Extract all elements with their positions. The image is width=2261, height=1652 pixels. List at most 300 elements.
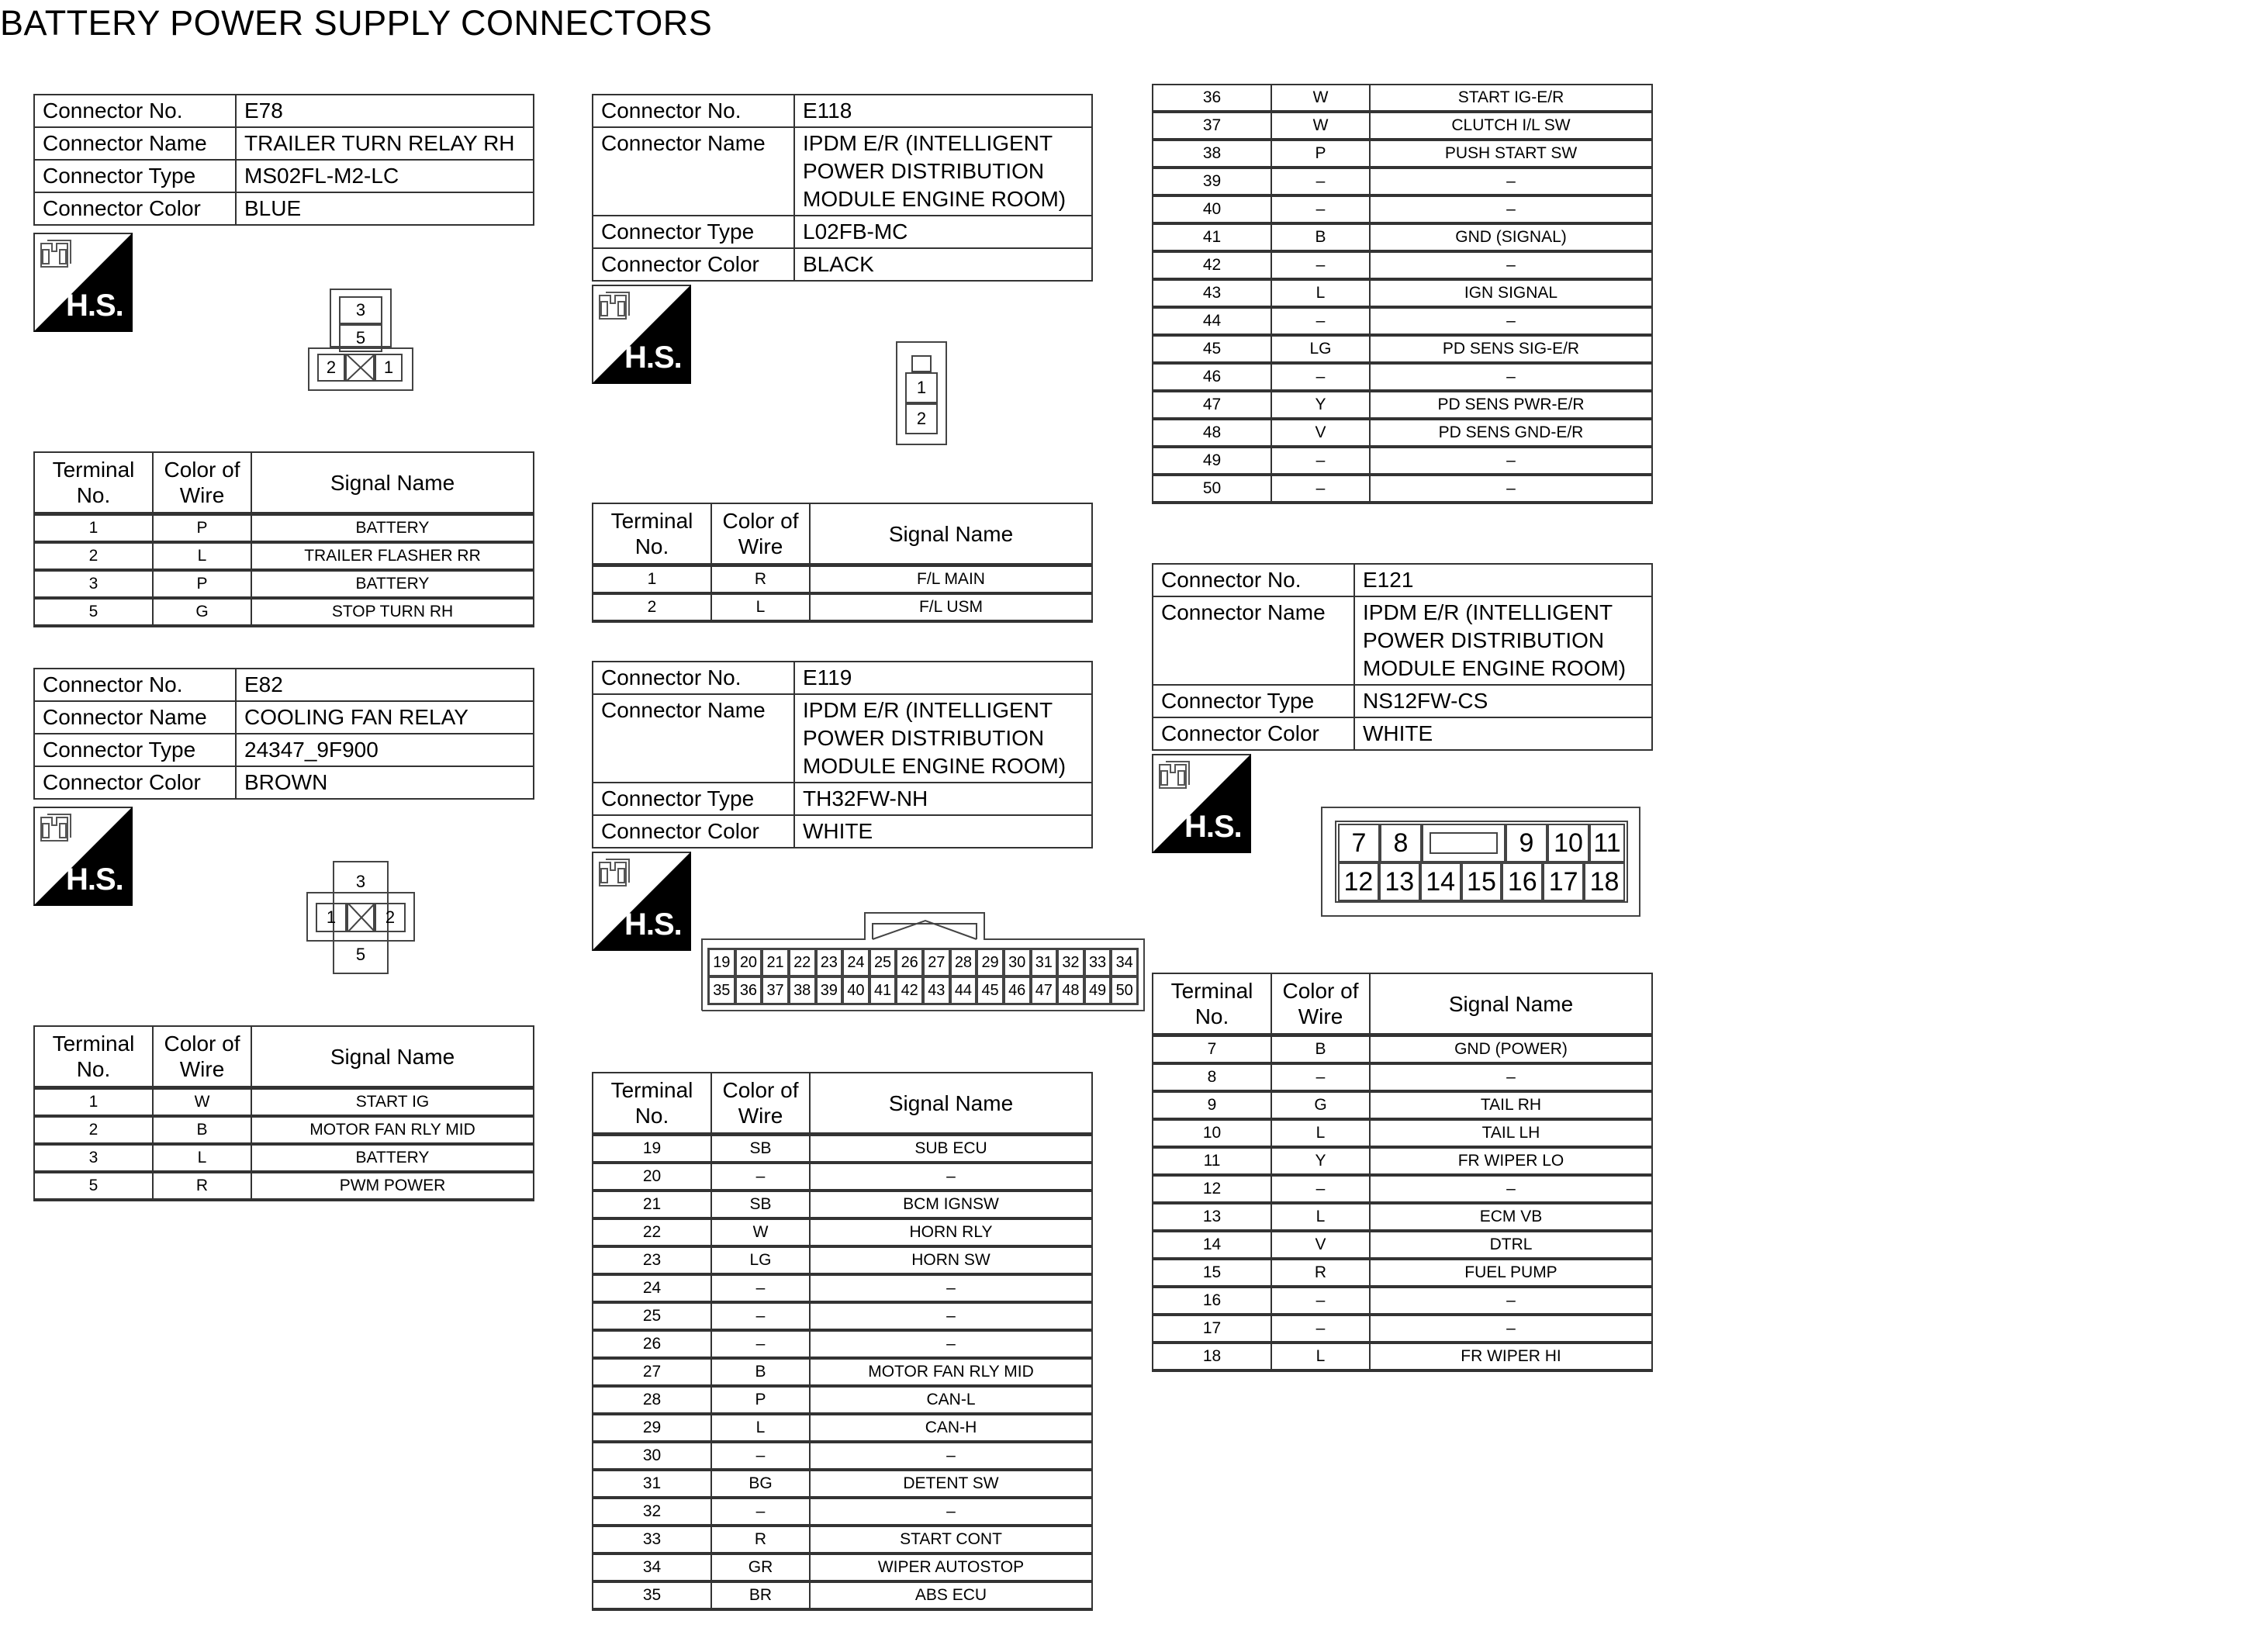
pin-cell: 8 bbox=[1380, 824, 1422, 862]
signal-name-cell: WIPER AUTOSTOP bbox=[810, 1554, 1092, 1581]
terminal-no-cell: 41 bbox=[1153, 223, 1271, 251]
wire-color-cell: – bbox=[1271, 475, 1370, 503]
wire-color-cell: B bbox=[1271, 223, 1370, 251]
hs-label: H.S. bbox=[1184, 810, 1242, 844]
label-connector-color: Connector Color bbox=[34, 192, 236, 225]
wire-color-cell: P bbox=[1271, 140, 1370, 168]
pin-cell: 40 bbox=[842, 976, 869, 1004]
connector-name-value: COOLING FAN RELAY bbox=[236, 701, 534, 734]
pin-diagram-e82 bbox=[306, 861, 415, 974]
terminal-table-e78 bbox=[33, 451, 534, 627]
table-row bbox=[1153, 391, 1652, 419]
terminal-no-cell: 38 bbox=[1153, 140, 1271, 168]
wire-color-cell: – bbox=[1271, 363, 1370, 391]
header-signal-name: Signal Name bbox=[1370, 973, 1652, 1035]
terminal-no-cell: 7 bbox=[1153, 1035, 1271, 1064]
pin-cell: 14 bbox=[1420, 862, 1461, 901]
terminal-no-cell: 39 bbox=[1153, 168, 1271, 195]
label-connector-color: Connector Color bbox=[593, 248, 794, 281]
terminal-no-cell: 23 bbox=[593, 1246, 711, 1274]
wire-color-cell: LG bbox=[1271, 335, 1370, 363]
table-row bbox=[593, 1274, 1092, 1302]
header-terminal-no: Terminal No. bbox=[34, 452, 153, 514]
pin-cell: 28 bbox=[950, 949, 977, 976]
wire-color-cell: – bbox=[1271, 1287, 1370, 1315]
pin-blank bbox=[347, 903, 375, 932]
pin-cell: 49 bbox=[1084, 976, 1111, 1004]
pin-cell: 19 bbox=[708, 949, 735, 976]
table-row bbox=[1153, 1231, 1652, 1259]
table-row bbox=[1153, 1315, 1652, 1343]
table-row bbox=[593, 1135, 1092, 1163]
table-row bbox=[1153, 112, 1652, 140]
pin-cell: 13 bbox=[1379, 862, 1420, 901]
signal-name-cell: – bbox=[810, 1302, 1092, 1330]
wire-color-cell: – bbox=[711, 1274, 810, 1302]
terminal-no-cell: 43 bbox=[1153, 279, 1271, 307]
terminal-no-cell: 1 bbox=[34, 1088, 153, 1117]
terminal-table-e119-continued bbox=[1152, 84, 1653, 504]
wire-color-cell: B bbox=[153, 1116, 251, 1144]
table-row bbox=[593, 1163, 1092, 1191]
signal-name-cell: ABS ECU bbox=[810, 1581, 1092, 1609]
pin-cell: 43 bbox=[923, 976, 950, 1004]
header-color-of-wire: Color of Wire bbox=[1271, 973, 1370, 1035]
terminal-no-cell: 12 bbox=[1153, 1175, 1271, 1203]
signal-name-cell: – bbox=[1370, 1063, 1652, 1091]
wire-color-cell: R bbox=[153, 1172, 251, 1200]
connector-color-value: BLUE bbox=[236, 192, 534, 225]
terminal-no-cell: 30 bbox=[593, 1442, 711, 1470]
terminal-no-cell: 3 bbox=[34, 1144, 153, 1172]
wire-color-cell: – bbox=[1271, 1063, 1370, 1091]
harness-side-badge bbox=[33, 807, 133, 906]
pin-cell: 20 bbox=[735, 949, 762, 976]
signal-name-cell: PUSH START SW bbox=[1370, 140, 1652, 168]
wire-color-cell: G bbox=[153, 598, 251, 626]
terminal-no-cell: 2 bbox=[34, 1116, 153, 1144]
wire-color-cell: – bbox=[711, 1330, 810, 1358]
signal-name-cell: TAIL LH bbox=[1370, 1119, 1652, 1147]
table-row bbox=[1153, 140, 1652, 168]
table-row bbox=[1153, 1147, 1652, 1175]
connector-no-value: E121 bbox=[1354, 564, 1652, 596]
header-terminal-no: Terminal No. bbox=[593, 503, 711, 565]
label-connector-name: Connector Name bbox=[593, 694, 794, 783]
wire-color-cell: R bbox=[1271, 1259, 1370, 1287]
signal-name-cell: MOTOR FAN RLY MID bbox=[251, 1116, 534, 1144]
label-connector-color: Connector Color bbox=[593, 815, 794, 848]
terminal-no-cell: 5 bbox=[34, 1172, 153, 1200]
wire-color-cell: – bbox=[711, 1498, 810, 1526]
table-row bbox=[593, 1526, 1092, 1554]
signal-name-cell: F/L USM bbox=[810, 593, 1092, 621]
wire-color-cell: BR bbox=[711, 1581, 810, 1609]
signal-name-cell: F/L MAIN bbox=[810, 565, 1092, 594]
terminal-no-cell: 46 bbox=[1153, 363, 1271, 391]
signal-name-cell: FUEL PUMP bbox=[1370, 1259, 1652, 1287]
pin-cell: 12 bbox=[1338, 862, 1379, 901]
pin-cell: 17 bbox=[1543, 862, 1584, 901]
table-row bbox=[1153, 307, 1652, 335]
table-row bbox=[1153, 223, 1652, 251]
table-row bbox=[34, 514, 534, 543]
table-row bbox=[593, 1498, 1092, 1526]
table-row bbox=[593, 1218, 1092, 1246]
terminal-no-cell: 45 bbox=[1153, 335, 1271, 363]
table-row bbox=[593, 1330, 1092, 1358]
signal-name-cell: ECM VB bbox=[1370, 1203, 1652, 1231]
pin-row-bottom bbox=[708, 976, 1138, 1004]
connector-name-value: IPDM E/R (INTELLIGENT POWER DISTRIBUTION MODULE ENGINE ROOM) bbox=[794, 694, 1092, 783]
terminal-no-cell: 28 bbox=[593, 1386, 711, 1414]
pin-cell: 29 bbox=[977, 949, 1004, 976]
table-row bbox=[1153, 168, 1652, 195]
pin-cell: 38 bbox=[789, 976, 816, 1004]
pin-cell: 35 bbox=[708, 976, 735, 1004]
table-row bbox=[1153, 475, 1652, 503]
terminal-no-cell: 13 bbox=[1153, 1203, 1271, 1231]
pin-cell: 2 bbox=[317, 354, 345, 382]
table-row bbox=[593, 1302, 1092, 1330]
signal-name-cell: START CONT bbox=[810, 1526, 1092, 1554]
signal-name-cell: TAIL RH bbox=[1370, 1091, 1652, 1119]
pin-cell: 9 bbox=[1506, 824, 1547, 862]
label-connector-no: Connector No. bbox=[1153, 564, 1354, 596]
signal-name-cell: – bbox=[810, 1274, 1092, 1302]
terminal-no-cell: 2 bbox=[34, 542, 153, 570]
connector-name-value: IPDM E/R (INTELLIGENT POWER DISTRIBUTION MODULE ENGINE ROOM) bbox=[1354, 596, 1652, 685]
label-connector-type: Connector Type bbox=[34, 160, 236, 192]
wire-color-cell: – bbox=[711, 1442, 810, 1470]
terminal-no-cell: 37 bbox=[1153, 112, 1271, 140]
pin-cell: 31 bbox=[1031, 949, 1058, 976]
terminal-no-cell: 10 bbox=[1153, 1119, 1271, 1147]
connector-name-value: TRAILER TURN RELAY RH bbox=[236, 127, 534, 160]
signal-name-cell: – bbox=[810, 1442, 1092, 1470]
pin-diagram-e78 bbox=[308, 289, 417, 397]
pin-cell: 47 bbox=[1031, 976, 1058, 1004]
terminal-no-cell: 48 bbox=[1153, 419, 1271, 447]
pin-cell: 32 bbox=[1057, 949, 1084, 976]
terminal-no-cell: 47 bbox=[1153, 391, 1271, 419]
signal-name-cell: FR WIPER HI bbox=[1370, 1343, 1652, 1370]
wire-color-cell: G bbox=[1271, 1091, 1370, 1119]
terminal-no-cell: 29 bbox=[593, 1414, 711, 1442]
table-row bbox=[1153, 1175, 1652, 1203]
terminal-no-cell: 21 bbox=[593, 1191, 711, 1218]
table-row bbox=[34, 1116, 534, 1144]
terminal-table-e118 bbox=[592, 503, 1093, 623]
table-row bbox=[593, 1358, 1092, 1386]
signal-name-cell: – bbox=[810, 1498, 1092, 1526]
wire-color-cell: – bbox=[711, 1163, 810, 1191]
terminal-table-e82 bbox=[33, 1025, 534, 1201]
signal-name-cell: START IG bbox=[251, 1088, 534, 1117]
pin-key-slot bbox=[1422, 824, 1506, 862]
signal-name-cell: GND (SIGNAL) bbox=[1370, 223, 1652, 251]
wire-color-cell: – bbox=[1271, 447, 1370, 475]
wire-color-cell: L bbox=[1271, 1119, 1370, 1147]
connector-info-e119 bbox=[592, 661, 1093, 848]
label-connector-name: Connector Name bbox=[34, 701, 236, 734]
pin-diagram-e119 bbox=[700, 911, 1146, 1012]
terminal-no-cell: 22 bbox=[593, 1218, 711, 1246]
pin-cell: 33 bbox=[1084, 949, 1111, 976]
wire-color-cell: L bbox=[1271, 1203, 1370, 1231]
terminal-no-cell: 1 bbox=[593, 565, 711, 594]
label-connector-name: Connector Name bbox=[34, 127, 236, 160]
signal-name-cell: PD SENS PWR-E/R bbox=[1370, 391, 1652, 419]
pin-cell: 1 bbox=[905, 372, 938, 403]
header-terminal-no: Terminal No. bbox=[34, 1026, 153, 1088]
wire-color-cell: SB bbox=[711, 1135, 810, 1163]
terminal-no-cell: 27 bbox=[593, 1358, 711, 1386]
signal-name-cell: SUB ECU bbox=[810, 1135, 1092, 1163]
harness-side-badge bbox=[33, 233, 133, 332]
signal-name-cell: CAN-L bbox=[810, 1386, 1092, 1414]
signal-name-cell: CLUTCH I/L SW bbox=[1370, 112, 1652, 140]
table-row bbox=[1153, 279, 1652, 307]
terminal-no-cell: 36 bbox=[1153, 85, 1271, 112]
wire-color-cell: – bbox=[1271, 1175, 1370, 1203]
label-connector-color: Connector Color bbox=[34, 766, 236, 799]
wire-color-cell: L bbox=[153, 542, 251, 570]
label-connector-type: Connector Type bbox=[1153, 685, 1354, 717]
harness-side-badge bbox=[592, 852, 691, 951]
terminal-no-cell: 42 bbox=[1153, 251, 1271, 279]
pin-cell: 45 bbox=[977, 976, 1004, 1004]
table-row bbox=[1153, 1091, 1652, 1119]
connector-type-value: 24347_9F900 bbox=[236, 734, 534, 766]
signal-name-cell: – bbox=[1370, 1287, 1652, 1315]
connector-info-e78 bbox=[33, 94, 534, 226]
label-connector-type: Connector Type bbox=[34, 734, 236, 766]
pin-cell: 2 bbox=[905, 403, 938, 434]
terminal-no-cell: 3 bbox=[34, 570, 153, 598]
table-row bbox=[1153, 447, 1652, 475]
terminal-no-cell: 20 bbox=[593, 1163, 711, 1191]
wire-color-cell: Y bbox=[1271, 1147, 1370, 1175]
hs-label: H.S. bbox=[66, 289, 123, 323]
table-row bbox=[593, 1470, 1092, 1498]
wire-color-cell: W bbox=[153, 1088, 251, 1117]
connector-no-value: E119 bbox=[794, 662, 1092, 694]
header-signal-name: Signal Name bbox=[810, 1073, 1092, 1135]
terminal-no-cell: 31 bbox=[593, 1470, 711, 1498]
wire-color-cell: L bbox=[1271, 1343, 1370, 1370]
pin-cell: 23 bbox=[816, 949, 843, 976]
wire-color-cell: P bbox=[153, 514, 251, 543]
wire-color-cell: – bbox=[1271, 251, 1370, 279]
wire-color-cell: R bbox=[711, 565, 810, 594]
terminal-no-cell: 33 bbox=[593, 1526, 711, 1554]
terminal-no-cell: 49 bbox=[1153, 447, 1271, 475]
wire-color-cell: L bbox=[1271, 279, 1370, 307]
terminal-no-cell: 17 bbox=[1153, 1315, 1271, 1343]
signal-name-cell: TRAILER FLASHER RR bbox=[251, 542, 534, 570]
table-row bbox=[593, 1554, 1092, 1581]
label-connector-no: Connector No. bbox=[593, 662, 794, 694]
signal-name-cell: STOP TURN RH bbox=[251, 598, 534, 626]
table-row bbox=[34, 598, 534, 626]
connector-info-e118 bbox=[592, 94, 1093, 282]
pin-cell: 18 bbox=[1584, 862, 1625, 901]
table-row bbox=[1153, 251, 1652, 279]
pin-cell: 15 bbox=[1461, 862, 1502, 901]
label-connector-no: Connector No. bbox=[34, 669, 236, 701]
table-row bbox=[34, 570, 534, 598]
terminal-no-cell: 14 bbox=[1153, 1231, 1271, 1259]
pin-cell: 46 bbox=[1004, 976, 1031, 1004]
connector-type-value: TH32FW-NH bbox=[794, 783, 1092, 815]
terminal-no-cell: 11 bbox=[1153, 1147, 1271, 1175]
pin-cell: 7 bbox=[1338, 824, 1380, 862]
pin-cell: 48 bbox=[1057, 976, 1084, 1004]
pin-blank bbox=[345, 354, 375, 382]
connector-name-value: IPDM E/R (INTELLIGENT POWER DISTRIBUTION MODULE ENGINE ROOM) bbox=[794, 127, 1092, 216]
header-color-of-wire: Color of Wire bbox=[711, 503, 810, 565]
signal-name-cell: – bbox=[810, 1163, 1092, 1191]
table-row bbox=[593, 1386, 1092, 1414]
pin-cell: 50 bbox=[1111, 976, 1138, 1004]
wire-color-cell: L bbox=[711, 593, 810, 621]
terminal-no-cell: 15 bbox=[1153, 1259, 1271, 1287]
label-connector-no: Connector No. bbox=[593, 95, 794, 127]
wire-color-cell: – bbox=[1271, 1315, 1370, 1343]
signal-name-cell: HORN RLY bbox=[810, 1218, 1092, 1246]
header-signal-name: Signal Name bbox=[251, 1026, 534, 1088]
pin-cell: 5 bbox=[339, 324, 382, 352]
table-row bbox=[1153, 419, 1652, 447]
signal-name-cell: PD SENS SIG-E/R bbox=[1370, 335, 1652, 363]
wire-color-cell: LG bbox=[711, 1246, 810, 1274]
table-row bbox=[1153, 363, 1652, 391]
wire-color-cell: B bbox=[1271, 1035, 1370, 1064]
pin-cell: 5 bbox=[355, 945, 366, 964]
page-title: BATTERY POWER SUPPLY CONNECTORS bbox=[0, 3, 713, 43]
signal-name-cell: START IG-E/R bbox=[1370, 85, 1652, 112]
header-signal-name: Signal Name bbox=[810, 503, 1092, 565]
table-row bbox=[1153, 1119, 1652, 1147]
pin-cell: 44 bbox=[950, 976, 977, 1004]
pin-cell: 11 bbox=[1589, 824, 1625, 862]
terminal-no-cell: 25 bbox=[593, 1302, 711, 1330]
pin-cell: 25 bbox=[869, 949, 897, 976]
pin-cell: 3 bbox=[339, 296, 382, 324]
pin-cell: 39 bbox=[816, 976, 843, 1004]
pin-cell: 16 bbox=[1502, 862, 1543, 901]
label-connector-name: Connector Name bbox=[1153, 596, 1354, 685]
pin-cell: 34 bbox=[1111, 949, 1138, 976]
label-connector-name: Connector Name bbox=[593, 127, 794, 216]
table-row bbox=[593, 565, 1092, 594]
wire-color-cell: – bbox=[711, 1302, 810, 1330]
pin-row-top bbox=[708, 949, 1138, 976]
wire-color-cell: SB bbox=[711, 1191, 810, 1218]
table-row bbox=[1153, 335, 1652, 363]
pin-cell: 2 bbox=[375, 903, 406, 932]
wire-color-cell: L bbox=[711, 1414, 810, 1442]
pin-cell: 10 bbox=[1547, 824, 1589, 862]
wire-color-cell: BG bbox=[711, 1470, 810, 1498]
connector-color-value: WHITE bbox=[794, 815, 1092, 848]
wire-color-cell: R bbox=[711, 1526, 810, 1554]
label-connector-type: Connector Type bbox=[593, 216, 794, 248]
signal-name-cell: FR WIPER LO bbox=[1370, 1147, 1652, 1175]
signal-name-cell: BATTERY bbox=[251, 1144, 534, 1172]
wire-color-cell: L bbox=[153, 1144, 251, 1172]
terminal-no-cell: 8 bbox=[1153, 1063, 1271, 1091]
terminal-no-cell: 34 bbox=[593, 1554, 711, 1581]
label-connector-color: Connector Color bbox=[1153, 717, 1354, 750]
pin-cell: 26 bbox=[896, 949, 923, 976]
signal-name-cell: IGN SIGNAL bbox=[1370, 279, 1652, 307]
wire-color-cell: – bbox=[1271, 195, 1370, 223]
pin-cell: 36 bbox=[735, 976, 762, 1004]
signal-name-cell: BCM IGNSW bbox=[810, 1191, 1092, 1218]
table-row bbox=[593, 1414, 1092, 1442]
table-row bbox=[34, 1088, 534, 1117]
wire-color-cell: – bbox=[1271, 307, 1370, 335]
terminal-table-e121 bbox=[1152, 973, 1653, 1372]
signal-name-cell: – bbox=[1370, 195, 1652, 223]
signal-name-cell: – bbox=[810, 1330, 1092, 1358]
connector-type-value: L02FB-MC bbox=[794, 216, 1092, 248]
connector-info-e82 bbox=[33, 668, 534, 800]
connector-color-value: BLACK bbox=[794, 248, 1092, 281]
connector-no-value: E118 bbox=[794, 95, 1092, 127]
pin-cell: 3 bbox=[355, 872, 366, 891]
terminal-no-cell: 18 bbox=[1153, 1343, 1271, 1370]
table-row bbox=[593, 1581, 1092, 1609]
pin-row-bottom bbox=[1338, 862, 1625, 901]
signal-name-cell: PWM POWER bbox=[251, 1172, 534, 1200]
hs-label: H.S. bbox=[624, 340, 682, 375]
header-color-of-wire: Color of Wire bbox=[711, 1073, 810, 1135]
signal-name-cell: – bbox=[1370, 363, 1652, 391]
pin-cell: 1 bbox=[316, 903, 347, 932]
terminal-table-e119 bbox=[592, 1072, 1093, 1611]
pin-cell: 24 bbox=[842, 949, 869, 976]
terminal-no-cell: 26 bbox=[593, 1330, 711, 1358]
table-row bbox=[593, 593, 1092, 621]
terminal-no-cell: 44 bbox=[1153, 307, 1271, 335]
terminal-no-cell: 9 bbox=[1153, 1091, 1271, 1119]
header-terminal-no: Terminal No. bbox=[593, 1073, 711, 1135]
wire-color-cell: W bbox=[711, 1218, 810, 1246]
terminal-no-cell: 5 bbox=[34, 598, 153, 626]
terminal-no-cell: 40 bbox=[1153, 195, 1271, 223]
table-row bbox=[1153, 1287, 1652, 1315]
pin-cell: 21 bbox=[762, 949, 789, 976]
signal-name-cell: BATTERY bbox=[251, 570, 534, 598]
terminal-no-cell: 24 bbox=[593, 1274, 711, 1302]
pin-cell: 27 bbox=[923, 949, 950, 976]
table-row bbox=[34, 1144, 534, 1172]
wire-color-cell: V bbox=[1271, 1231, 1370, 1259]
table-row bbox=[593, 1442, 1092, 1470]
table-row bbox=[1153, 1259, 1652, 1287]
terminal-no-cell: 16 bbox=[1153, 1287, 1271, 1315]
connector-no-value: E78 bbox=[236, 95, 534, 127]
table-row bbox=[1153, 85, 1652, 112]
terminal-no-cell: 2 bbox=[593, 593, 711, 621]
signal-name-cell: DTRL bbox=[1370, 1231, 1652, 1259]
terminal-no-cell: 35 bbox=[593, 1581, 711, 1609]
wire-color-cell: Y bbox=[1271, 391, 1370, 419]
wire-color-cell: – bbox=[1271, 168, 1370, 195]
